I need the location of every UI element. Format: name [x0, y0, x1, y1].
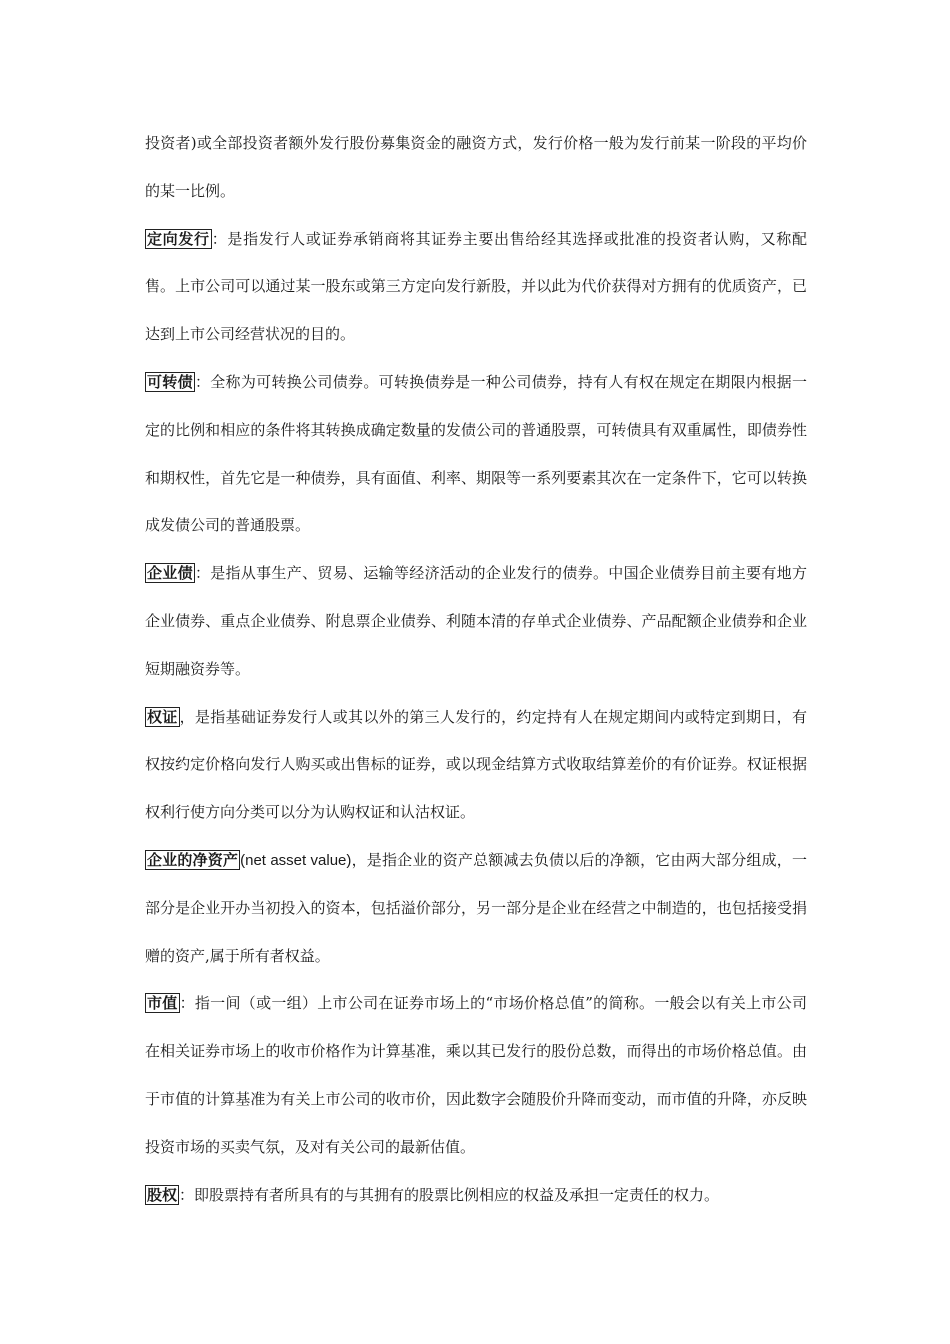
paragraph-text: 是指从事生产、贸易、运输等经济活动的企业发行的债券。中国企业债券目前主要有地方企业债券、重点企业债券、附息票企业债券、利随本清的存单式企业债券、产品配额企业债券和企业短期融资券等。	[145, 564, 807, 678]
term-heading: 可转债	[147, 372, 193, 391]
paragraph-continued	[145, 120, 807, 216]
paragraph-enterprise-bond	[145, 550, 807, 693]
document-body	[145, 120, 807, 1219]
paragraph-text: ，是指企业的资产总额减去负债以后的净额，它由两大部分组成，一部分是企业开办当初投入的资本，包括溢价部分，另一部分是企业在经营之中制造的，也包括接受捐赠的资产,属于所有者权益。	[145, 850, 807, 965]
paragraph-text: 即股票持有者所具有的与其拥有的股票比例相应的权益及承担一定责任的权力。	[194, 1185, 720, 1204]
term-separator: ：	[194, 372, 211, 391]
term-heading: 定向发行	[147, 229, 210, 248]
term-heading: 股权	[147, 1185, 178, 1204]
paragraph-text: 是指基础证券发行人或其以外的第三人发行的，约定持有人在规定期间内或特定到期日，有权按约定价格向发行人购买或出售标的证券，或以现金结算方式收取结算差价的有价证券。权证根据权利行使方向分类可以分为认购权证和认沽权证。	[145, 707, 807, 822]
term-heading: 企业的净资产	[147, 850, 239, 869]
term-separator: ：	[179, 994, 195, 1013]
paragraph-directed-issuance	[145, 216, 807, 359]
term-heading: 权证	[147, 707, 178, 726]
term-separator: ，	[179, 707, 195, 726]
term-separator: ：	[211, 229, 228, 248]
term-heading: 市值	[147, 994, 178, 1013]
paragraph-text: 是指发行人或证券承销商将其证券主要出售给经其选择或批准的投资者认购，又称配售。上市公司可以通过某一股东或第三方定向发行新股，并以此为代价获得对方拥有的优质资产，已达到上市公司经营状况的目的。	[145, 229, 807, 344]
term-separator: ：	[194, 564, 211, 583]
term-separator: ：	[179, 1185, 195, 1204]
paragraph-market-value	[145, 980, 807, 1171]
paragraph-warrant	[145, 694, 807, 837]
paragraph-text: 投资者)或全部投资者额外发行股份募集资金的融资方式，发行价格一般为发行前某一阶段的平均价的某一比例。	[145, 134, 807, 200]
paragraph-text: 指一间（或一组）上市公司在证券市场上的“市场价格总值”的简称。一般会以有关上市公司在相关证券市场上的收市价格作为计算基准，乘以其已发行的股份总数，而得出的市场价格总值。由于市值的计算基准为有关上市公司的收市价，因此数字会随股价升降而变动，而市值的升降，亦反映投资市场的买卖气氛，及对有关公司的最新估值。	[145, 994, 807, 1156]
paragraph-equity	[145, 1172, 807, 1220]
term-heading: 企业债	[147, 564, 193, 583]
paragraph-text: 全称为可转换公司债券。可转换债券是一种公司债券，持有人有权在规定在期限内根据一定的比例和相应的条件将其转换成确定数量的发债公司的普通股票，可转债具有双重属性，即债券性和期权性，首先它是一种债券，具有面值、利率、期限等一系列要素其次在一定条件下，它可以转换成发债公司的普通股票。	[145, 372, 807, 535]
term-separator: (net asset value)	[240, 851, 352, 869]
paragraph-convertible-bond	[145, 359, 807, 550]
paragraph-net-asset-value	[145, 837, 807, 980]
